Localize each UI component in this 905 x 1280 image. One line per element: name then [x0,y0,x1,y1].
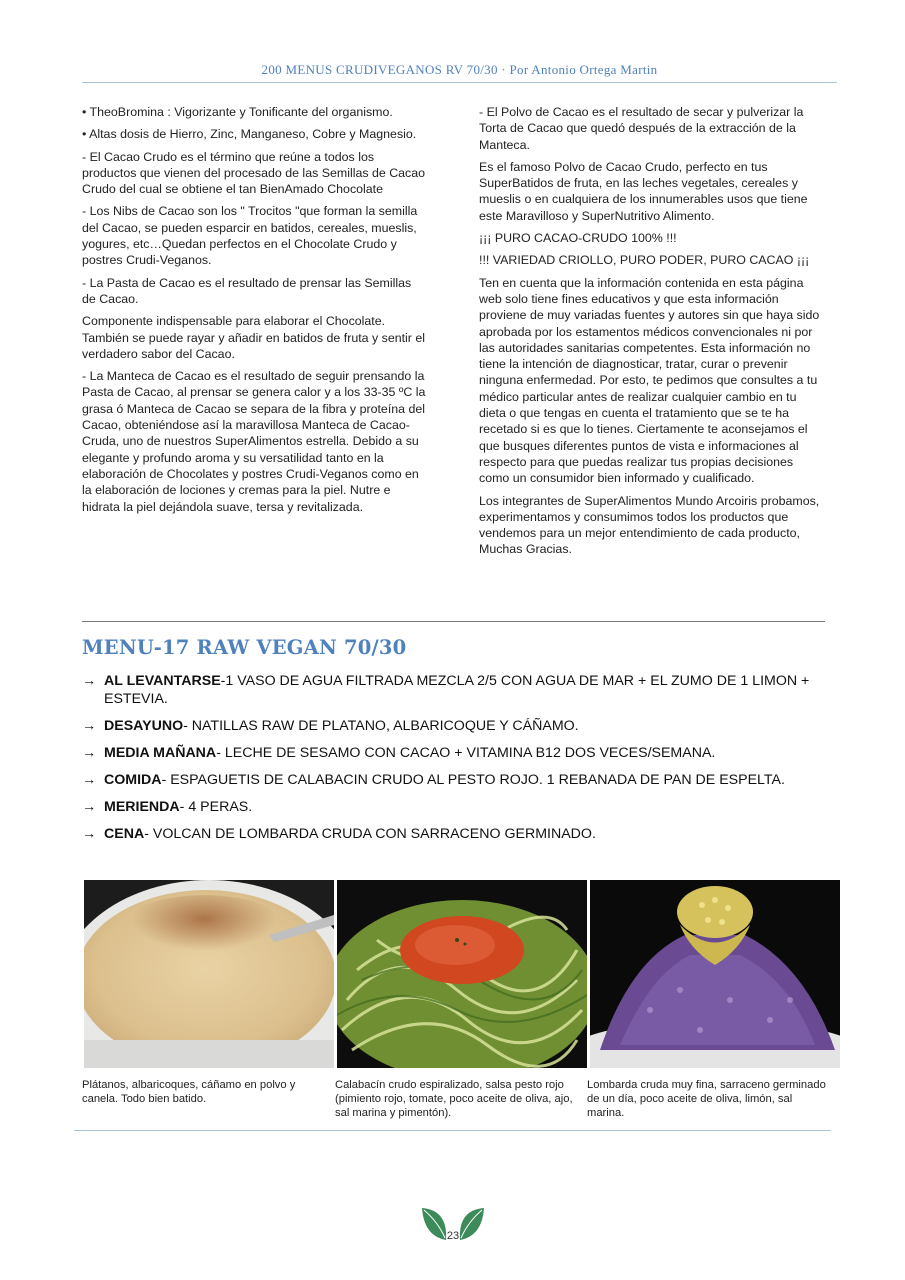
photo-espaguetis-calabacin [337,880,587,1068]
menu-list [82,672,832,852]
arrow-right-icon: → [82,826,97,842]
menu-item-comida [82,771,832,789]
menu-item-cena [82,825,832,843]
menu-item-label: MERIENDA [104,799,180,815]
menu-item-al-levantarse [82,672,832,708]
menu-item-text: - 4 PERAS. [179,799,253,815]
menu-title: MENU-17 RAW VEGAN 70/30 [82,636,407,659]
arrow-right-icon: → [82,718,97,734]
menu-item-text: - NATILLAS RAW DE PLATANO, ALBARICOQUE Y CÁÑAMO. [183,718,579,734]
section-divider [82,621,825,622]
menu-item-label: MEDIA MAÑANA [104,745,217,761]
natillas-image [84,880,334,1068]
menu-item-text: - LECHE DE SESAMO CON CACAO + VITAMINA B12 DOS VECES/SEMANA. [216,745,716,761]
menu-item-text: - VOLCAN DE LOMBARDA CRUDA CON SARRACENO GERMINADO. [144,826,596,842]
paragraph: - El Polvo de Cacao es el resultado de secar y pulverizar la Torta de Cacao que quedó después de la extracción de la Manteca. [479,105,804,152]
photo-natillas [84,880,334,1068]
menu-item-desayuno [82,717,832,735]
menu-item-merienda [82,798,832,816]
menu-item-label: AL LEVANTARSE [104,673,221,689]
paragraph: • TheoBromina : Vigorizante y Tonificante del organismo. [82,105,393,119]
paragraph: Componente indispensable para elaborar el Chocolate. También se puede rayar y añadir en batidos de fruta y sentir el verdadero sabor del Cacao. [82,314,426,361]
menu-item-text: -1 VASO DE AGUA FILTRADA MEZCLA 2/5 CON AGUA DE MAR + EL ZUMO DE 1 LIMON + ESTEVIA. [104,673,810,707]
arrow-right-icon: → [82,799,97,815]
page-number: 23 [446,1230,460,1242]
menu-item-label: CENA [104,826,145,842]
paragraph: Ten en cuenta que la información contenida en esta página web solo tiene fines educativos y que esta información proviene de muy variadas fuentes y autores sin que haya sido aprobada por los estamentos médicos convencionales ni por las autoridades sanitarias competentes. Esta información no tiene la intención de diagnosticar, tratar, curar o prevenir ninguna enfermedad. Por esto, te pedimos que consultes a tu médico particular antes de realizar cualquier cambio en tu dieta o que tengas en cuenta el tratamiento que se te ha recetado si es que lo tienes. Ciertamente te aconsejamos el que busques diferentes puntos de vista e informaciones al respecto para que puedas realizar tus propias decisiones como un consumidor bien informado y cualificado. [479,275,820,486]
paragraph: Los integrantes de SuperAlimentos Mundo Arcoiris probamos, experimentamos y consumimos todos los productos que vendemos para un mejor entendimiento de cada producto, Muchas Gracias. [479,493,820,557]
bottom-divider [74,1130,831,1131]
paragraph: !!! VARIEDAD CRIOLLO, PURO PODER, PURO CACAO ¡¡¡ [479,253,810,268]
paragraph: ¡¡¡ PURO CACAO-CRUDO 100% !!! [479,231,677,246]
paragraph: - La Manteca de Cacao es el resultado de seguir prensando la Pasta de Cacao, al prensar se genera calor y a los 33-35 ºC la grasa ó Manteca de Cacao se separa de la fibra y proteína del Cacao, obteniéndose así la maravillosa Manteca de Cacao-Cruda, uno de nuestros SuperAlimentos estrella. Debido a su elegante y profundo aroma y su versatilidad tanto en la elaboración de Chocolates y postres Crudi-Veganos como en la elaboración de lociones y cremas para la piel. Nutre e hidrata la piel dejándola suave, tersa y revitalizada. [82,369,426,514]
photo-caption: Plátanos, albaricoques, cáñamo en polvo y canela. Todo bien batido. [82,1079,296,1105]
zucchini-spaghetti-image [337,880,587,1068]
red-cabbage-volcano-image [590,880,840,1068]
arrow-right-icon: → [82,673,97,689]
photo-caption: Calabacín crudo espiralizado, salsa pesto rojo (pimiento rojo, tomate, poco aceite de oliva, ajo, sal marina y pimentón). [335,1079,573,1119]
paragraph: - La Pasta de Cacao es el resultado de prensar las Semillas de Cacao. [82,275,412,306]
menu-item-text: - ESPAGUETIS DE CALABACIN CRUDO AL PESTO ROJO. 1 REBANADA DE PAN DE ESPELTA. [161,772,785,788]
menu-item-media-manana [82,744,832,762]
left-text-column [82,104,428,521]
photo-volcan-lombarda [590,880,840,1068]
menu-item-label: COMIDA [104,772,162,788]
paragraph: • Altas dosis de Hierro, Zinc, Manganeso, Cobre y Magnesio. [82,127,417,142]
paragraph: - El Cacao Crudo es el término que reúne a todos los productos que vienen del procesado de las Semillas de Cacao Crudo del cual se obtiene el tan BienAmado Chocolate [82,149,426,197]
paragraph: - Los Nibs de Cacao son los " Trocitos "que forman la semilla del Cacao, se pueden esparcir en batidos, cereales, mueslis, yogures, etc…Quedan perfectos en el Chocolate Crudo y postres Crudi-Veganos. [82,204,418,268]
arrow-right-icon: → [82,772,97,788]
page-header: 200 MENUS CRUDIVEGANOS RV 70/30 · Por Antonio Ortega Martin [82,62,837,83]
arrow-right-icon: → [82,745,97,761]
photo-caption: Lombarda cruda muy fina, sarraceno germinado de un día, poco aceite de oliva, limón, sal marina. [587,1079,826,1119]
paragraph: Es el famoso Polvo de Cacao Crudo, perfecto en tus SuperBatidos de fruta, en las leches vegetales, cereales y mueslis o en cualquiera de los innumerables usos que tiene este Maravilloso y SuperNutritivo Alimento. [479,159,808,223]
right-text-column [479,104,825,564]
menu-item-label: DESAYUNO [104,718,184,734]
